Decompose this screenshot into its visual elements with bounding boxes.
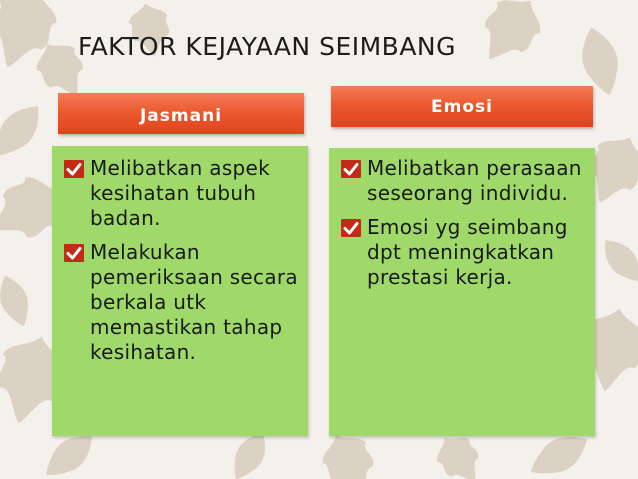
check-square-icon <box>64 244 84 262</box>
bullet-list <box>341 156 587 290</box>
check-square-icon <box>341 219 361 237</box>
list-item-text: Melibatkan aspek kesihatan tubuh badan. <box>90 156 271 230</box>
list-item <box>341 156 587 206</box>
list-item <box>341 215 587 290</box>
list-item <box>64 240 300 365</box>
list-item-text: Melakukan pemeriksaan secara berkala utk memastikan tahap kesihatan. <box>90 240 298 364</box>
column-header-jasmani: Jasmani <box>58 93 304 134</box>
list-item-text: Melibatkan perasaan seseorang individu. <box>367 156 582 205</box>
bullet-list <box>64 156 300 365</box>
check-square-icon <box>341 160 361 178</box>
slide-title: FAKTOR KEJAYAAN SEIMBANG <box>78 32 457 61</box>
list-item-text: Emosi yg seimbang dpt meningkatkan prestasi kerja. <box>367 215 568 289</box>
content-box-emosi <box>329 148 595 436</box>
content-box-jasmani <box>52 146 308 436</box>
list-item <box>64 156 300 231</box>
check-square-icon <box>64 160 84 178</box>
column-header-emosi: Emosi <box>331 86 593 127</box>
